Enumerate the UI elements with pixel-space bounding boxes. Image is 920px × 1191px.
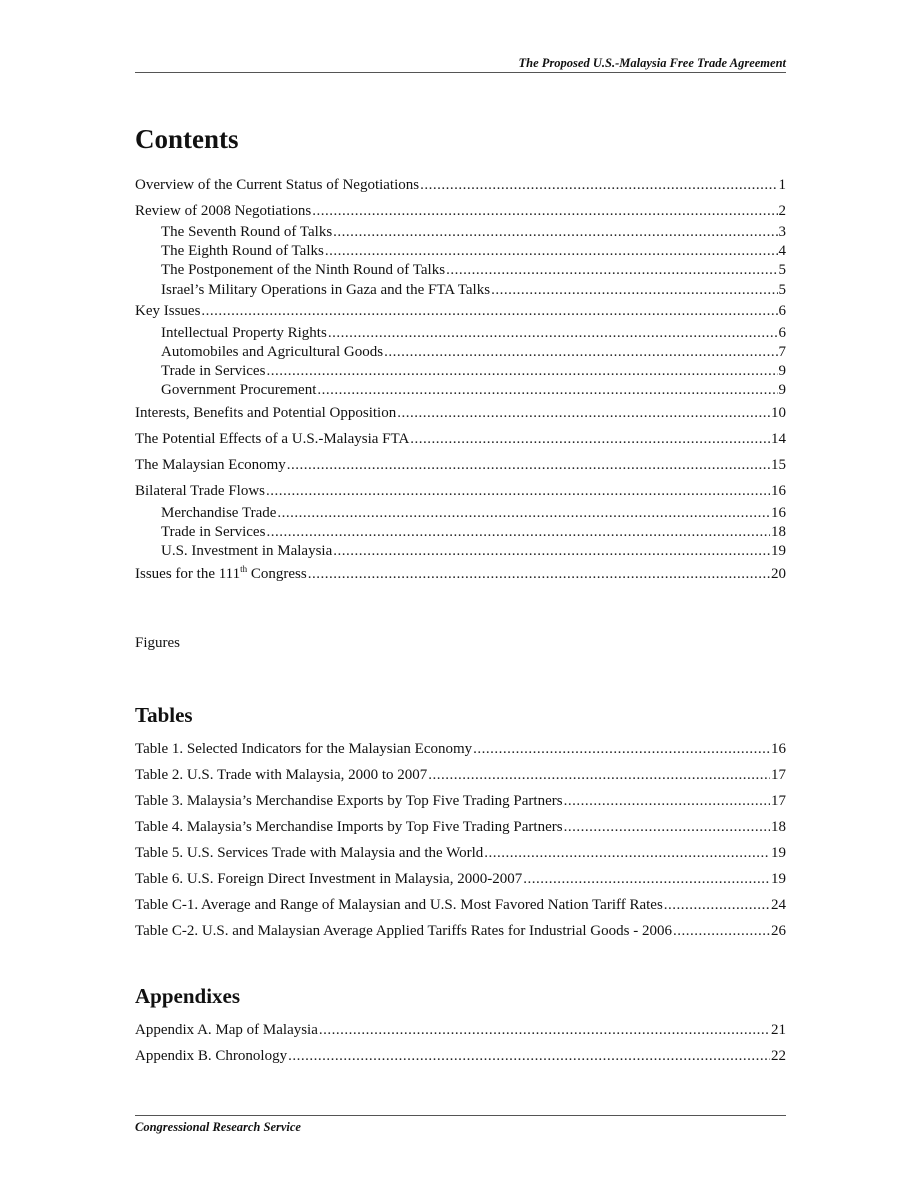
toc-entry[interactable]: [135, 482, 786, 501]
toc-entry[interactable]: [135, 202, 786, 221]
toc-entry-title: Table 6. U.S. Foreign Direct Investment in Malaysia, 2000-2007: [135, 871, 523, 887]
toc-entry-title: Table 4. Malaysia’s Merchandise Imports by Top Five Trading Partners: [135, 819, 563, 835]
dot-leader: [491, 281, 777, 300]
toc-entry-title: The Eighth Round of Talks: [161, 243, 324, 259]
toc-entry-title: Intellectual Property Rights: [161, 325, 327, 341]
contents-heading: Contents: [135, 124, 239, 154]
toc-entry-page: 5: [778, 262, 786, 278]
dot-leader: [328, 324, 778, 343]
toc-entry-page: 2: [778, 203, 786, 219]
dot-leader: [410, 430, 770, 449]
dot-leader: [201, 302, 777, 321]
toc-entry-title: Appendix A. Map of Malaysia: [135, 1022, 318, 1038]
table-entry[interactable]: [135, 870, 786, 889]
dot-leader: [266, 523, 770, 542]
toc-entry-page: 21: [771, 1022, 786, 1038]
toc-entry-title: Table 1. Selected Indicators for the Malaysian Economy: [135, 741, 473, 757]
running-footer: Congressional Research Service: [135, 1120, 301, 1134]
toc-entry-title: The Seventh Round of Talks: [161, 224, 333, 240]
dot-leader: [277, 504, 770, 523]
dot-leader: [312, 202, 777, 221]
toc-entry-page: 14: [771, 431, 786, 447]
toc-entry-title: The Potential Effects of a U.S.-Malaysia FTA: [135, 431, 410, 447]
toc-subentry[interactable]: [161, 362, 786, 381]
dot-leader: [317, 381, 777, 400]
toc-entry-page: 10: [771, 405, 786, 421]
toc-entry-title: Automobiles and Agricultural Goods: [161, 344, 384, 360]
dot-leader: [266, 482, 770, 501]
toc-entry-page: 1: [778, 177, 786, 193]
toc-subentry[interactable]: [161, 542, 786, 561]
toc-entry-page: 17: [771, 767, 786, 783]
toc-entry-title: Table C-1. Average and Range of Malaysian and U.S. Most Favored Nation Tariff Rates: [135, 897, 663, 913]
toc-entry-page: 16: [771, 741, 786, 757]
table-entry[interactable]: [135, 844, 786, 863]
appendix-entry[interactable]: [135, 1021, 786, 1040]
toc-entry-page: 3: [778, 224, 786, 240]
table-entry[interactable]: [135, 740, 786, 759]
toc-entry-title: Table C-2. U.S. and Malaysian Average Applied Tariffs Rates for Industrial Goods - 2006: [135, 923, 672, 939]
dot-leader: [664, 896, 770, 915]
toc-subentry[interactable]: [161, 343, 786, 362]
footer-rule: [135, 1115, 786, 1116]
toc-entry-title: Merchandise Trade: [161, 505, 277, 521]
toc-entry-title: Table 3. Malaysia’s Merchandise Exports by Top Five Trading Partners: [135, 793, 563, 809]
toc-entry-title: Bilateral Trade Flows: [135, 483, 265, 499]
dot-leader: [397, 404, 770, 423]
toc-entry-page: 15: [771, 457, 786, 473]
table-entry[interactable]: [135, 766, 786, 785]
toc-subentry[interactable]: [161, 381, 786, 400]
toc-entry-page: 22: [771, 1048, 786, 1064]
toc-entry-title: The Postponement of the Ninth Round of Talks: [161, 262, 446, 278]
table-entry[interactable]: [135, 922, 786, 941]
toc-entry-page: 19: [771, 543, 786, 559]
toc-entry-title: Israel’s Military Operations in Gaza and the FTA Talks: [161, 282, 491, 298]
dot-leader: [564, 818, 770, 837]
toc-entry-page: 9: [778, 363, 786, 379]
tables-heading: Tables: [135, 703, 193, 727]
toc-entry-title: Table 5. U.S. Services Trade with Malaysia and the World: [135, 845, 484, 861]
dot-leader: [673, 922, 770, 941]
table-entry[interactable]: [135, 792, 786, 811]
toc-entry[interactable]: [135, 456, 786, 475]
dot-leader: [319, 1021, 770, 1040]
dot-leader: [473, 740, 770, 759]
toc-entry-page: 17: [771, 793, 786, 809]
toc-entry-page: 5: [778, 282, 786, 298]
dot-leader: [384, 343, 777, 362]
toc-entry[interactable]: [135, 404, 786, 423]
toc-subentry[interactable]: [161, 242, 786, 261]
dot-leader: [288, 1047, 770, 1066]
toc-entry-page: 18: [771, 524, 786, 540]
dot-leader: [287, 456, 770, 475]
dot-leader: [266, 362, 777, 381]
ordinal-suffix: th: [240, 564, 248, 574]
toc-entry-page: 26: [771, 923, 786, 939]
toc-entry-page: 18: [771, 819, 786, 835]
header-rule: [135, 72, 786, 73]
toc-entry-title-suffix: Congress: [247, 566, 307, 582]
dot-leader: [446, 261, 777, 280]
dot-leader: [333, 223, 777, 242]
dot-leader: [564, 792, 770, 811]
toc-entry-title: Table 2. U.S. Trade with Malaysia, 2000 to 2007: [135, 767, 428, 783]
toc-entry-page: 4: [778, 243, 786, 259]
toc-entry-title: Review of 2008 Negotiations: [135, 203, 312, 219]
appendixes-heading: Appendixes: [135, 984, 241, 1008]
toc-subentry[interactable]: [161, 504, 786, 523]
dot-leader: [308, 565, 770, 584]
toc-subentry[interactable]: [161, 261, 786, 280]
toc-entry-title: Interests, Benefits and Potential Opposition: [135, 405, 397, 421]
toc-entry-title: Trade in Services: [161, 524, 266, 540]
table-entry[interactable]: [135, 818, 786, 837]
toc-entry-title-prefix: Issues for the 111: [135, 566, 241, 582]
toc-subentry[interactable]: [161, 324, 786, 343]
toc-entry-page: 16: [771, 505, 786, 521]
toc-entry-title: Key Issues: [135, 303, 201, 319]
toc-entry-page: 20: [771, 566, 786, 582]
table-entry[interactable]: [135, 896, 786, 915]
toc-entry-title: Trade in Services: [161, 363, 266, 379]
running-header: The Proposed U.S.-Malaysia Free Trade Agreement: [518, 56, 786, 70]
toc-entry-title: Appendix B. Chronology: [135, 1048, 288, 1064]
toc-entry-page: 6: [778, 325, 786, 341]
toc-entry[interactable]: [135, 176, 786, 195]
dot-leader: [333, 542, 770, 561]
toc-subentry[interactable]: [161, 223, 786, 242]
dot-leader: [523, 870, 770, 889]
toc-subentry[interactable]: [161, 523, 786, 542]
toc-entry-page: 19: [771, 845, 786, 861]
toc-entry-title: [135, 565, 307, 584]
toc-entry-page: 19: [771, 871, 786, 887]
dot-leader: [420, 176, 777, 195]
toc-entry[interactable]: [135, 565, 786, 584]
toc-subentry[interactable]: [161, 281, 786, 300]
dot-leader: [325, 242, 778, 261]
toc-entry-page: 7: [778, 344, 786, 360]
dot-leader: [484, 844, 770, 863]
toc-entry[interactable]: [135, 430, 786, 449]
toc-entry-page: 6: [778, 303, 786, 319]
toc-entry-title: U.S. Investment in Malaysia: [161, 543, 333, 559]
appendix-entry[interactable]: [135, 1047, 786, 1066]
toc-entry-page: 9: [778, 382, 786, 398]
toc-entry-title: The Malaysian Economy: [135, 457, 286, 473]
toc-entry-title: Government Procurement: [161, 382, 317, 398]
toc-entry-page: 16: [771, 483, 786, 499]
dot-leader: [428, 766, 770, 785]
toc-entry[interactable]: [135, 302, 786, 321]
toc-entry-page: 24: [771, 897, 786, 913]
toc-entry-title: Overview of the Current Status of Negotiations: [135, 177, 420, 193]
figures-heading: Figures: [135, 635, 180, 651]
